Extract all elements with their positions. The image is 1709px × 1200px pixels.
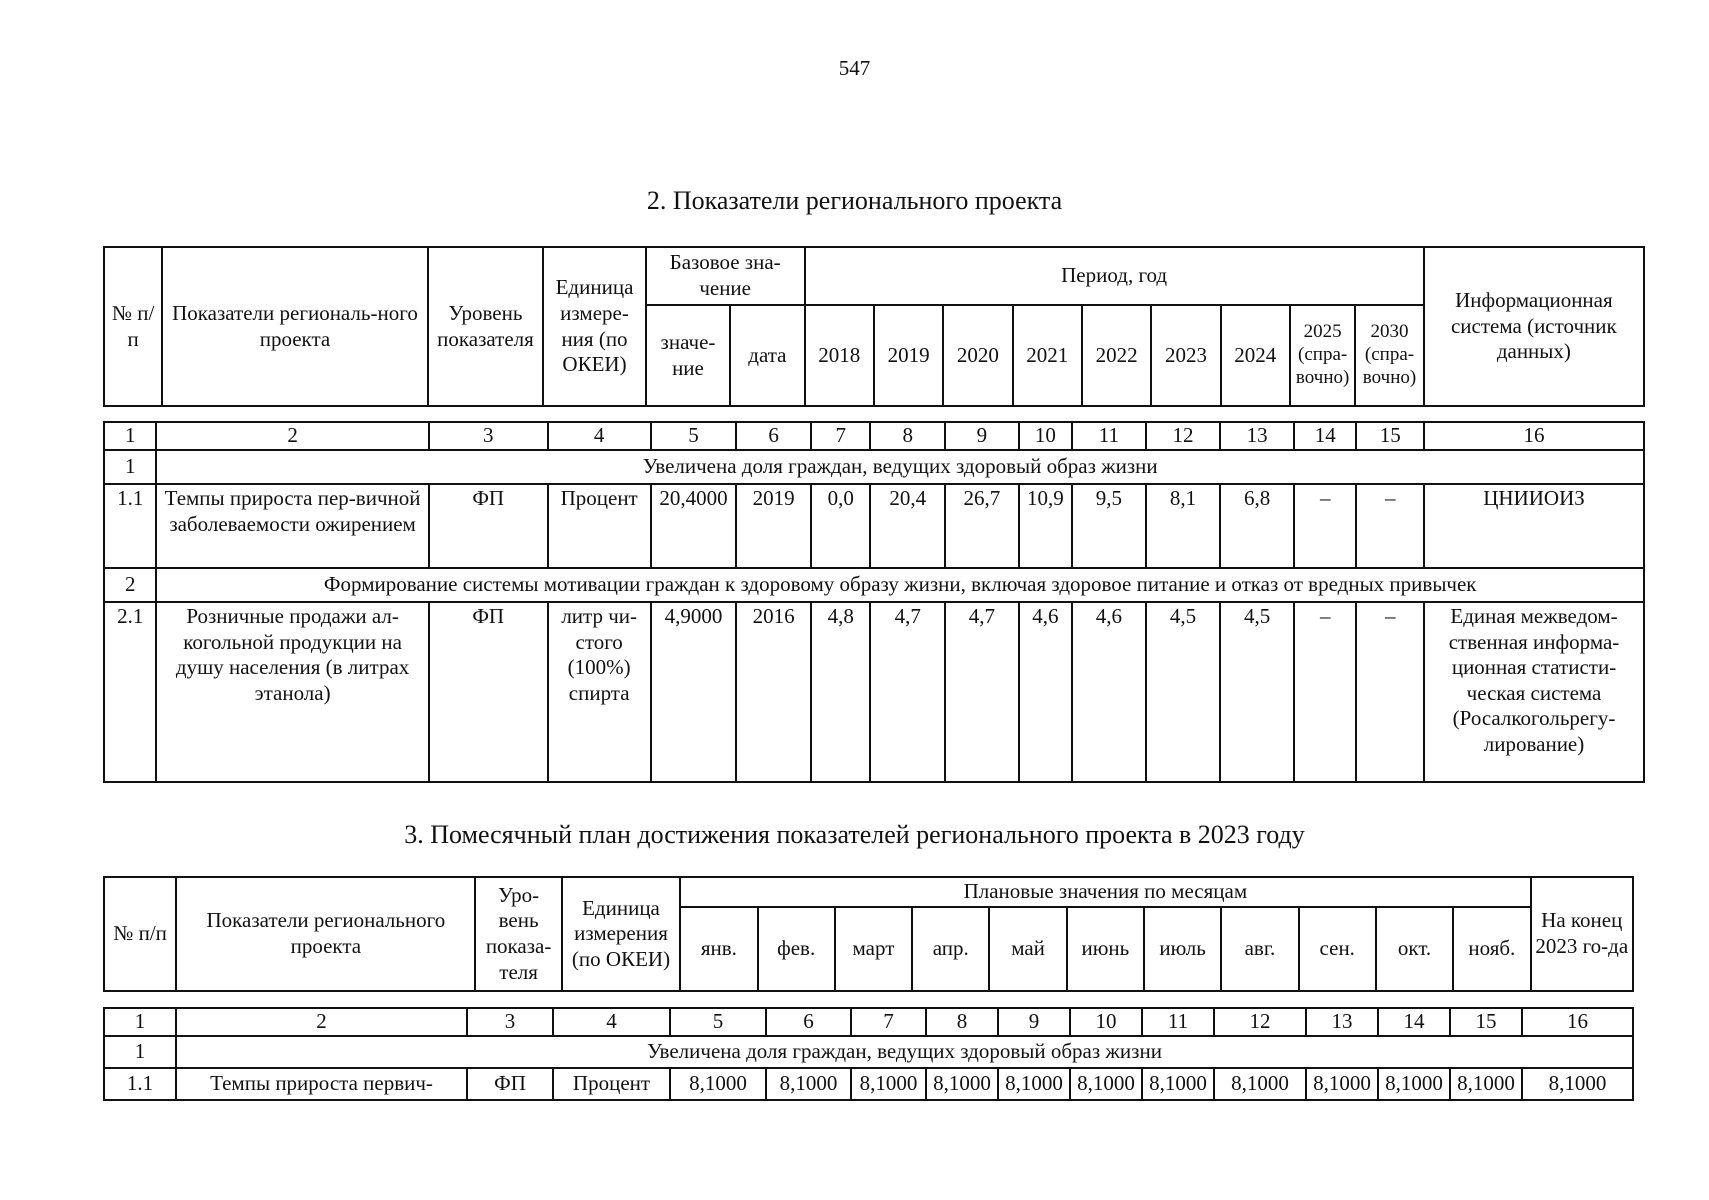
column-number: 11	[1142, 1008, 1214, 1036]
header-level: Уро-вень показа-теля	[475, 877, 561, 991]
column-number: 14	[1378, 1008, 1450, 1036]
header-level: Уровень показателя	[428, 247, 544, 406]
header-month: июль	[1144, 907, 1221, 991]
group-title: Формирование системы мотивации граждан к здоровому образу жизни, включая здоровое питание и отказ от вредных привычек	[156, 568, 1644, 602]
section-2-title: 2. Показатели регионального проекта	[646, 186, 1063, 215]
row-level: ФП	[429, 484, 548, 568]
group-title: Увеличена доля граждан, ведущих здоровый образ жизни	[176, 1036, 1633, 1068]
monthly-plan-table-body	[103, 1007, 1634, 1101]
table-row	[104, 602, 1644, 782]
group-number: 2	[104, 568, 156, 602]
group-title: Увеличена доля граждан, ведущих здоровый образ жизни	[156, 450, 1644, 484]
header-month: фев.	[758, 907, 835, 991]
header-info-system: Информационная система (источник данных)	[1424, 247, 1644, 406]
row-indicator: Темпы прироста первич-	[176, 1068, 467, 1100]
row-year-value: 8,1	[1146, 484, 1221, 568]
header-month: сен.	[1299, 907, 1376, 991]
row-month-value: 8,1000	[1306, 1068, 1378, 1100]
column-number: 8	[870, 422, 945, 450]
column-number: 16	[1522, 1008, 1633, 1036]
header-unit: Единица измерения (по ОКЕИ)	[562, 877, 680, 991]
row-year-value: –	[1356, 602, 1424, 782]
header-month: нояб.	[1453, 907, 1530, 991]
row-month-value: 8,1000	[766, 1068, 851, 1100]
row-base-value: 4,9000	[651, 602, 737, 782]
column-number: 7	[851, 1008, 926, 1036]
row-month-value: 8,1000	[1214, 1068, 1306, 1100]
group-row	[104, 450, 1644, 484]
column-number: 10	[1019, 422, 1072, 450]
header-year: 2023	[1151, 305, 1220, 406]
row-month-value: 8,1000	[998, 1068, 1070, 1100]
column-number: 9	[998, 1008, 1070, 1036]
column-number: 3	[429, 422, 548, 450]
row-month-value: 8,1000	[1070, 1068, 1142, 1100]
header-year: 2018	[805, 305, 874, 406]
header-year-reference: 2030 (спра-вочно)	[1355, 305, 1423, 406]
column-number: 15	[1356, 422, 1424, 450]
row-year-value: 4,5	[1220, 602, 1294, 782]
header-year: 2024	[1221, 305, 1290, 406]
row-month-value: 8,1000	[1378, 1068, 1450, 1100]
section-3-title: 3. Помесячный план достижения показателей регионального проекта в 2023 году	[404, 820, 1305, 849]
column-number: 6	[736, 422, 811, 450]
row-month-value: 8,1000	[1142, 1068, 1214, 1100]
column-number: 12	[1214, 1008, 1306, 1036]
column-number: 13	[1220, 422, 1294, 450]
row-year-value: 4,8	[811, 602, 871, 782]
row-year-value: 4,7	[945, 602, 1019, 782]
monthly-plan-table-header	[103, 876, 1634, 992]
header-year: 2019	[874, 305, 943, 406]
column-number: 5	[651, 422, 737, 450]
row-month-value: 8,1000	[851, 1068, 926, 1100]
column-numbers-row	[104, 422, 1644, 450]
header-year-reference: 2025 (спра-вочно)	[1290, 305, 1355, 406]
column-number: 11	[1072, 422, 1146, 450]
header-unit: Единица измере-ния (по ОКЕИ)	[543, 247, 646, 406]
header-year: 2021	[1013, 305, 1082, 406]
column-number: 12	[1146, 422, 1221, 450]
header-month: янв.	[680, 907, 757, 991]
header-base-value: значе-ние	[646, 305, 730, 406]
header-indicator: Показатели региональ-ного проекта	[162, 247, 427, 406]
row-info-system: Единая межведом-ственная информа-ционная статисти-ческая система (Росалкогольрегу-лирование)	[1424, 602, 1644, 782]
table-row	[104, 484, 1644, 568]
column-number: 9	[945, 422, 1019, 450]
table-row	[104, 1068, 1633, 1100]
row-year-end-value: 8,1000	[1522, 1068, 1633, 1100]
row-unit: литр чи-стого (100%) спирта	[548, 602, 651, 782]
header-month: март	[835, 907, 912, 991]
row-level: ФП	[467, 1068, 553, 1100]
column-numbers-row	[104, 1008, 1633, 1036]
row-month-value: 8,1000	[670, 1068, 766, 1100]
column-number: 15	[1450, 1008, 1522, 1036]
page-number: 547	[838, 56, 871, 80]
row-year-value: 4,7	[870, 602, 945, 782]
row-year-value: 26,7	[945, 484, 1019, 568]
column-number: 4	[548, 422, 651, 450]
group-number: 1	[104, 1036, 176, 1068]
row-indicator: Розничные продажи ал-когольной продукции на душу населения (в литрах этанола)	[156, 602, 428, 782]
column-number: 16	[1424, 422, 1644, 450]
indicators-table-body	[103, 421, 1645, 783]
header-planned-values: Плановые значения по месяцам	[680, 877, 1530, 907]
column-number: 8	[926, 1008, 998, 1036]
row-base-date: 2016	[736, 602, 811, 782]
row-base-value: 20,4000	[651, 484, 737, 568]
row-unit: Процент	[553, 1068, 670, 1100]
row-indicator: Темпы прироста пер-вичной заболеваемости ожирением	[156, 484, 428, 568]
column-number: 4	[553, 1008, 670, 1036]
row-year-value: –	[1294, 602, 1357, 782]
header-month: окт.	[1376, 907, 1453, 991]
header-month: май	[989, 907, 1066, 991]
header-num: № п/п	[104, 877, 176, 991]
column-number: 1	[104, 422, 156, 450]
row-year-value: 20,4	[870, 484, 945, 568]
header-month: июнь	[1067, 907, 1144, 991]
row-year-value: 10,9	[1019, 484, 1072, 568]
column-number: 14	[1294, 422, 1357, 450]
row-level: ФП	[429, 602, 548, 782]
row-unit: Процент	[548, 484, 651, 568]
row-year-value: –	[1356, 484, 1424, 568]
header-base-date: дата	[730, 305, 804, 406]
column-number: 13	[1306, 1008, 1378, 1036]
header-month: авг.	[1221, 907, 1298, 991]
column-number: 7	[811, 422, 871, 450]
column-number: 5	[670, 1008, 766, 1036]
header-month: апр.	[912, 907, 989, 991]
group-row	[104, 1036, 1633, 1068]
row-year-value: 6,8	[1220, 484, 1294, 568]
row-number: 2.1	[104, 602, 156, 782]
group-row	[104, 568, 1644, 602]
column-number: 6	[766, 1008, 851, 1036]
header-period: Период, год	[805, 247, 1424, 305]
row-month-value: 8,1000	[1450, 1068, 1522, 1100]
group-number: 1	[104, 450, 156, 484]
header-num: № п/п	[104, 247, 162, 406]
column-number: 2	[156, 422, 428, 450]
row-base-date: 2019	[736, 484, 811, 568]
row-year-value: 4,6	[1019, 602, 1072, 782]
header-year: 2020	[943, 305, 1012, 406]
column-number: 2	[176, 1008, 467, 1036]
column-number: 3	[467, 1008, 553, 1036]
row-number: 1.1	[104, 484, 156, 568]
header-year: 2022	[1082, 305, 1151, 406]
row-year-value: 4,6	[1072, 602, 1146, 782]
header-year-end: На конец 2023 го-да	[1531, 877, 1633, 991]
indicators-table-header	[103, 246, 1645, 407]
row-year-value: –	[1294, 484, 1357, 568]
row-month-value: 8,1000	[926, 1068, 998, 1100]
column-number: 10	[1070, 1008, 1142, 1036]
row-year-value: 4,5	[1146, 602, 1221, 782]
row-info-system: ЦНИИОИЗ	[1424, 484, 1644, 568]
header-base: Базовое зна-чение	[646, 247, 805, 305]
header-indicator: Показатели регионального проекта	[176, 877, 475, 991]
row-year-value: 0,0	[811, 484, 871, 568]
column-number: 1	[104, 1008, 176, 1036]
row-number: 1.1	[104, 1068, 176, 1100]
row-year-value: 9,5	[1072, 484, 1146, 568]
